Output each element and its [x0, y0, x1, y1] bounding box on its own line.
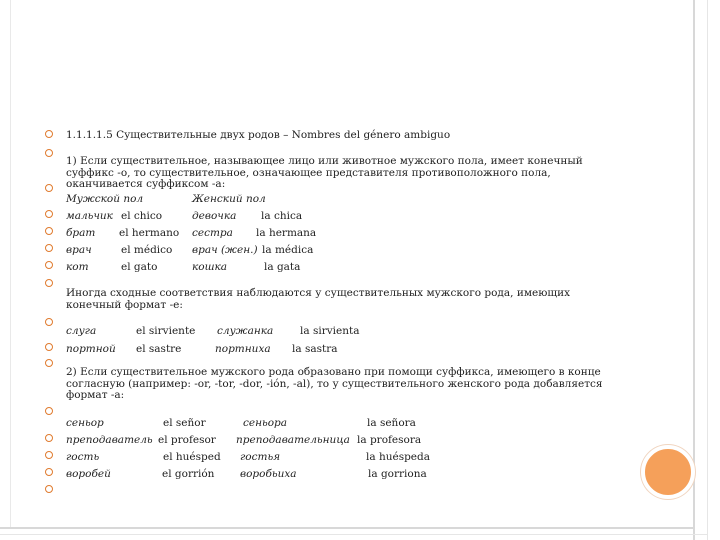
table-cell: служанка — [217, 325, 274, 337]
slide-border-right — [693, 0, 695, 540]
table-cell: la huéspeda — [366, 451, 430, 463]
bullet-icon — [45, 149, 53, 157]
slide-border-bottom-outer — [0, 534, 707, 535]
table-cell: la hermana — [256, 227, 317, 239]
table-cell: гость — [66, 451, 100, 463]
bullet-icon — [45, 468, 53, 476]
table-cell: слуга — [66, 325, 97, 337]
table-cell: la médica — [262, 244, 314, 256]
rule-1-text: 1) Если существительное, называющее лицо или животное мужского пола, имеет конечный суффикс -o, то существительное, означающее представителя противоположного пола, оканчивается суффиксом -a: — [66, 155, 583, 190]
table-cell: el gorrión — [162, 468, 215, 480]
bullet-icon — [45, 407, 53, 415]
table-cell: сестра — [192, 227, 233, 239]
table-cell: el señor — [163, 417, 206, 429]
table-cell: el gato — [121, 261, 158, 273]
table-cell: la chica — [261, 210, 303, 222]
bullet-icon — [45, 184, 53, 192]
table-cell: el chico — [121, 210, 163, 222]
table-cell: портниха — [215, 343, 271, 355]
bullet-icon — [45, 485, 53, 493]
table-cell: кот — [66, 261, 89, 273]
table-cell: врач — [66, 244, 92, 256]
header-masculine: Мужской пол — [66, 193, 144, 205]
table-cell: la señora — [367, 417, 416, 429]
bullet-icon — [45, 451, 53, 459]
table-cell: la profesora — [357, 434, 422, 446]
bullet-icon — [45, 130, 53, 138]
table-cell: el sastre — [136, 343, 182, 355]
bullet-icon — [45, 318, 53, 326]
table-cell: брат — [66, 227, 96, 239]
table-cell: преподавательница — [236, 434, 350, 446]
table-cell: врач (жен.) — [192, 244, 258, 256]
table-cell: el huésped — [163, 451, 221, 463]
bullet-icon — [45, 434, 53, 442]
table-cell: el médico — [121, 244, 173, 256]
table-cell: la sastra — [292, 343, 338, 355]
table-cell: кошка — [192, 261, 228, 273]
table-cell: воробьиха — [240, 468, 297, 480]
table-cell: сеньор — [66, 417, 104, 429]
table-cell: la gorriona — [368, 468, 427, 480]
decorative-circle — [641, 445, 695, 499]
table-cell: la sirvienta — [300, 325, 360, 337]
table-cell: портной — [66, 343, 116, 355]
bullet-icon — [45, 261, 53, 269]
bullet-icon — [45, 279, 53, 287]
rule-2-text: 2) Если существительное мужского рода образовано при помощи суффикса, имеющего в конце согласную (например: -or, -tor, -dor, -ión, -al), то у существительного женского рода добавляется формат -a: — [66, 366, 603, 401]
slide-border-left — [10, 0, 11, 528]
table-cell: la gata — [264, 261, 301, 273]
note-text: Иногда сходные соответствия наблюдаются у существительных мужского рода, имеющих конечный формат -e: — [66, 287, 571, 311]
table-cell: сеньора — [243, 417, 288, 429]
bullet-icon — [45, 210, 53, 218]
bullet-icon — [45, 227, 53, 235]
table-cell: девочка — [192, 210, 237, 222]
bullet-icon — [45, 244, 53, 252]
table-cell: el hermano — [119, 227, 180, 239]
table-cell: мальчик — [66, 210, 113, 222]
table-cell: преподаватель — [66, 434, 153, 446]
section-heading: 1.1.1.1.5 Существительные двух родов – Nombres del género ambiguo — [66, 129, 451, 141]
table-cell: воробей — [66, 468, 111, 480]
slide-border-bottom — [0, 527, 694, 529]
header-feminine: Женский пол — [192, 193, 266, 205]
table-cell: el profesor — [158, 434, 216, 446]
slide-border-right-outer — [707, 0, 708, 540]
bullet-icon — [45, 359, 53, 367]
bullet-icon — [45, 343, 53, 351]
table-cell: el sirviente — [136, 325, 196, 337]
table-cell: гостья — [240, 451, 281, 463]
